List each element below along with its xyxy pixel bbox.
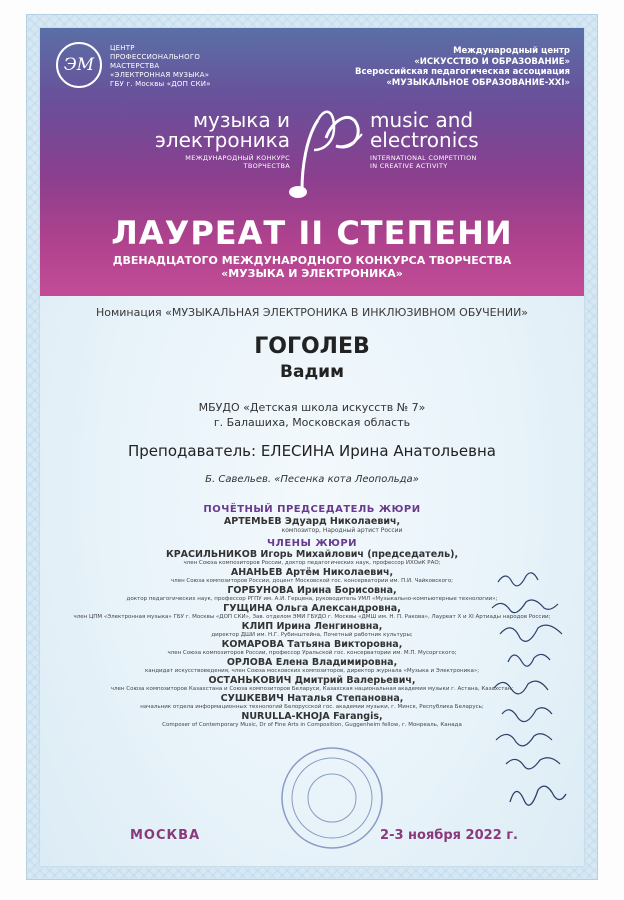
jury-member-name: ОРЛОВА Елена Владимировна, — [226, 657, 398, 668]
jury-member-name: КЛИП Ирина Ленгиновна, — [241, 621, 383, 632]
org-right-line: «ИСКУССТВО И ОБРАЗОВАНИЕ» — [414, 56, 570, 67]
jury-chair-name: АРТЕМЬЕВ Эдуард Николаевич, — [223, 516, 401, 527]
jury-member — [70, 675, 554, 693]
jury-member-name: ГУЩИНА Ольга Александровна, — [223, 603, 401, 614]
jury-members-heading: ЧЛЕНЫ ЖЮРИ — [266, 538, 358, 549]
jury-member-note: Composer of Contemporary Music, Dr of Fine Arts in Composition, Guggenheim fellow, г. Монреаль, Канада — [162, 722, 462, 728]
jury-member — [70, 567, 554, 585]
org-left-line: «ЭЛЕКТРОННАЯ МУЗЫКА» — [110, 71, 210, 79]
brand-en-subtitle — [370, 154, 560, 170]
jury-member — [70, 711, 554, 729]
jury-member — [70, 603, 554, 621]
brand-en-title: music and — [370, 108, 474, 132]
event-dates: 2-3 ноября 2022 г. — [380, 828, 518, 843]
brand-en-subtitle-line: INTERNATIONAL COMPETITION — [370, 154, 477, 162]
jury-member-note: член ЦПМ «Электронная музыка» ГБУ г. Москвы «ДОП СКИ», Зав. отделом ЭМИ ГБУДО г. Москвы «ДМШ им. Н. П. Ракова», Лауреат X и XI Артиады народов России; — [73, 614, 551, 620]
jury-member-note: директор ДШИ им. Н.Г. Рубинштейна, Почетный работник культуры; — [211, 632, 413, 638]
org-right-line: «МУЗЫКАЛЬНОЕ ОБРАЗОВАНИЕ-XXI» — [386, 77, 570, 88]
jury-member-name: АНАНЬЕВ Артём Николаевич, — [230, 567, 394, 578]
org-left-line: МАСТЕРСТВА — [110, 62, 160, 70]
org-left-block — [56, 40, 236, 100]
jury-member-name: СУШКЕВИЧ Наталья Степановна, — [220, 693, 404, 704]
guilloche-border — [26, 14, 598, 880]
brand-en — [370, 110, 560, 170]
org-left-line: ГБУ г. Москвы «ДОП СКИ» — [110, 80, 211, 88]
jury-member-note: член Союза композиторов России, профессор Уральской гос. консерватории им. М.П. Мусоргского; — [167, 650, 457, 656]
jury-member-name: ГОРБУНОВА Ирина Борисовна, — [227, 585, 397, 596]
teacher: Преподаватель: ЕЛЕСИНА Ирина Анатольевна — [128, 442, 496, 460]
jury-member — [70, 657, 554, 675]
school-line: МБУДО «Детская школа искусств № 7» — [198, 401, 426, 414]
certificate-body — [39, 27, 585, 867]
recipient-firstname: Вадим — [280, 362, 344, 382]
music-note-logo-icon — [284, 98, 368, 204]
em-logo-icon: ЭМ — [56, 42, 102, 88]
org-left-line: ПРОФЕССИОНАЛЬНОГО — [110, 53, 201, 61]
org-right-line: Международный центр — [453, 46, 570, 56]
nomination: Номинация «МУЗЫКАЛЬНАЯ ЭЛЕКТРОНИКА В ИНКЛЮЗИВНОМ ОБУЧЕНИИ» — [95, 306, 529, 319]
brand-ru-title: электроника — [154, 128, 290, 152]
org-right-block — [330, 46, 570, 88]
header-band — [40, 28, 584, 296]
jury-member-name: NURULLA-KHOJA Farangis, — [241, 711, 383, 722]
brand-en-title: electronics — [370, 128, 479, 152]
jury-member — [70, 585, 554, 603]
brand-ru-title: музыка и — [192, 108, 290, 132]
handwritten-signatures — [488, 564, 578, 824]
jury-member — [70, 621, 554, 639]
jury-member-note: начальник отдела информационных технологий Белорусской гос. академии музыки, г. Минск, Республика Беларусь; — [140, 704, 484, 710]
jury-member-note: кандидат искусствоведения, член Союза московских композиторов, директор журнала «Музыка и Электроника»; — [144, 668, 480, 674]
jury-list — [70, 504, 554, 729]
city: МОСКВА — [130, 828, 201, 843]
jury-member-note: член Союза композиторов России, доктор педагогических наук, профессор ИХОиК РАО; — [183, 560, 441, 566]
contest-name — [80, 254, 544, 280]
recipient-surname: ГОГОЛЕВ — [254, 334, 370, 359]
performed-piece: Б. Савельев. «Песенка кота Леопольда» — [205, 474, 419, 485]
jury-chair-heading: ПОЧЁТНЫЙ ПРЕДСЕДАТЕЛЬ ЖЮРИ — [203, 504, 421, 515]
jury-member-note: член Союза композиторов Казахстана и Союза композиторов Беларуси, Казахская национальная академия музыки г. Астана, Казахстан; — [110, 686, 514, 692]
school-line: г. Балашиха, Московская область — [213, 416, 411, 429]
jury-member — [70, 639, 554, 657]
contest-line: «МУЗЫКА И ЭЛЕКТРОНИКА» — [221, 267, 403, 280]
org-left-text — [110, 44, 240, 89]
organization-stamp-icon — [278, 744, 386, 852]
jury-member-name: ОСТАНЬКОВИЧ Дмитрий Валерьевич, — [208, 675, 416, 686]
jury-member-note: член Союза композиторов России, доцент Московской гос. консерватории им. П.И. Чайковского; — [170, 578, 454, 584]
jury-member — [70, 549, 554, 567]
brand-ru-subtitle — [110, 154, 290, 170]
org-left-line: ЦЕНТР — [110, 44, 135, 52]
school-info — [40, 400, 584, 430]
contest-line: ДВЕНАДЦАТОГО МЕЖДУНАРОДНОГО КОНКУРСА ТВОРЧЕСТВА — [112, 254, 512, 267]
org-right-line: Всероссийская педагогическая ассоциация — [355, 67, 570, 77]
jury-member — [70, 693, 554, 711]
brand-block — [40, 100, 584, 200]
brand-ru — [110, 110, 290, 170]
jury-member-name: КОМАРОВА Татьяна Викторовна, — [221, 639, 403, 650]
brand-ru-subtitle-line: МЕЖДУНАРОДНЫЙ КОНКУРС — [185, 154, 290, 162]
jury-member-note: доктор педагогических наук, профессор РГПУ им. А.И. Герцена, руководитель УМЛ «Музыкально-компьютерные технологии»; — [126, 596, 498, 602]
brand-en-subtitle-line: IN CREATIVE ACTIVITY — [370, 162, 448, 170]
brand-ru-subtitle-line: ТВОРЧЕСТВА — [243, 162, 290, 170]
jury-chair-note: композитор, Народный артист России — [281, 527, 403, 534]
laureate-title: ЛАУРЕАТ II СТЕПЕНИ — [111, 214, 513, 252]
jury-member-name: КРАСИЛЬНИКОВ Игорь Михайлович (председатель), — [165, 549, 459, 560]
